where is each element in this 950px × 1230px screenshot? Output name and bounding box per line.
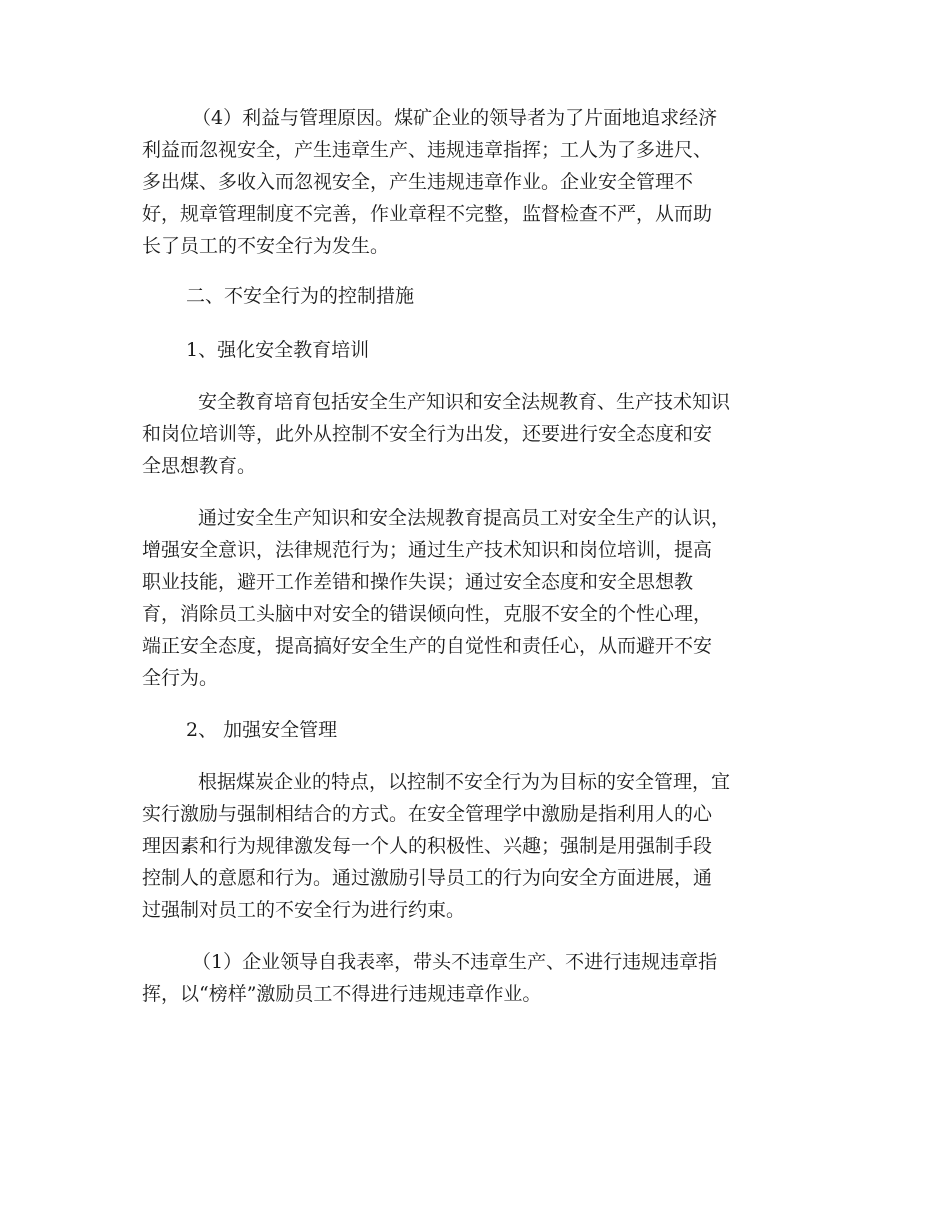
subheading-safety-management: [142, 714, 810, 746]
text-line: 实行激励与强制相结合的方式。在安全管理学中激励是指利用人的心: [142, 803, 713, 825]
text-line: 和岗位培训等，此外从控制不安全行为出发，还要进行安全态度和安: [142, 423, 713, 445]
text-line: 职业技能，避开工作差错和操作失误；通过安全态度和安全思想教: [142, 571, 694, 593]
heading-text: 1、强化安全教育培训: [186, 339, 370, 361]
document-page: [142, 102, 810, 1010]
paragraph-training-effects: [142, 502, 810, 694]
text-line: 增强安全意识，法律规范行为；通过生产技术知识和岗位培训，提高: [142, 539, 713, 561]
text-line: 多出煤、多收入而忽视安全，产生违规违章作业。企业安全管理不: [142, 171, 694, 193]
text-line: 理因素和行为规律激发每一个人的积极性、兴趣；强制是用强制手段: [142, 835, 713, 857]
text-line: 端正安全态度，提高搞好安全生产的自觉性和责任心，从而避开不安: [142, 635, 713, 657]
subheading-safety-training: [142, 334, 810, 366]
text-line: 好，规章管理制度不完善，作业章程不完整，监督检查不严，从而助: [142, 203, 713, 225]
paragraph-incentive-enforcement: [142, 766, 810, 926]
text-line: 根据煤炭企业的特点，以控制不安全行为为目标的安全管理，宜: [198, 771, 731, 793]
heading-text: 2、 加强安全管理: [186, 719, 338, 741]
text-line: 长了员工的不安全行为发生。: [142, 235, 390, 257]
text-line: 育，消除员工头脑中对安全的错误倾向性，克服不安全的个性心理，: [142, 603, 713, 625]
paragraph-training-content: [142, 386, 810, 482]
text-line: 过强制对员工的不安全行为进行约束。: [142, 899, 466, 921]
text-line: 通过安全生产知识和安全法规教育提高员工对安全生产的认识，: [198, 507, 731, 529]
text-line: 全思想教育。: [142, 455, 257, 477]
text-line: 利益而忽视安全，产生违章生产、违规违章指挥；工人为了多进尺、: [142, 139, 713, 161]
text-line: 全行为。: [142, 667, 219, 689]
section-heading-control-measures: [142, 280, 810, 312]
text-line: 安全教育培育包括安全生产知识和安全法规教育、生产技术知识: [198, 391, 731, 413]
paragraph-interest-management: [142, 102, 810, 262]
heading-text: 二、不安全行为的控制措施: [186, 285, 415, 307]
text-line: （1）企业领导自我表率，带头不违章生产、不进行违规违章指: [192, 951, 718, 973]
paragraph-leadership-example: [142, 946, 810, 1010]
text-line: （4）利益与管理原因。煤矿企业的领导者为了片面地追求经济: [192, 107, 718, 129]
text-line: 控制人的意愿和行为。通过激励引导员工的行为向安全方面进展，通: [142, 867, 713, 889]
text-line: 挥，以“榜样”激励员工不得进行违规违章作业。: [142, 983, 542, 1005]
